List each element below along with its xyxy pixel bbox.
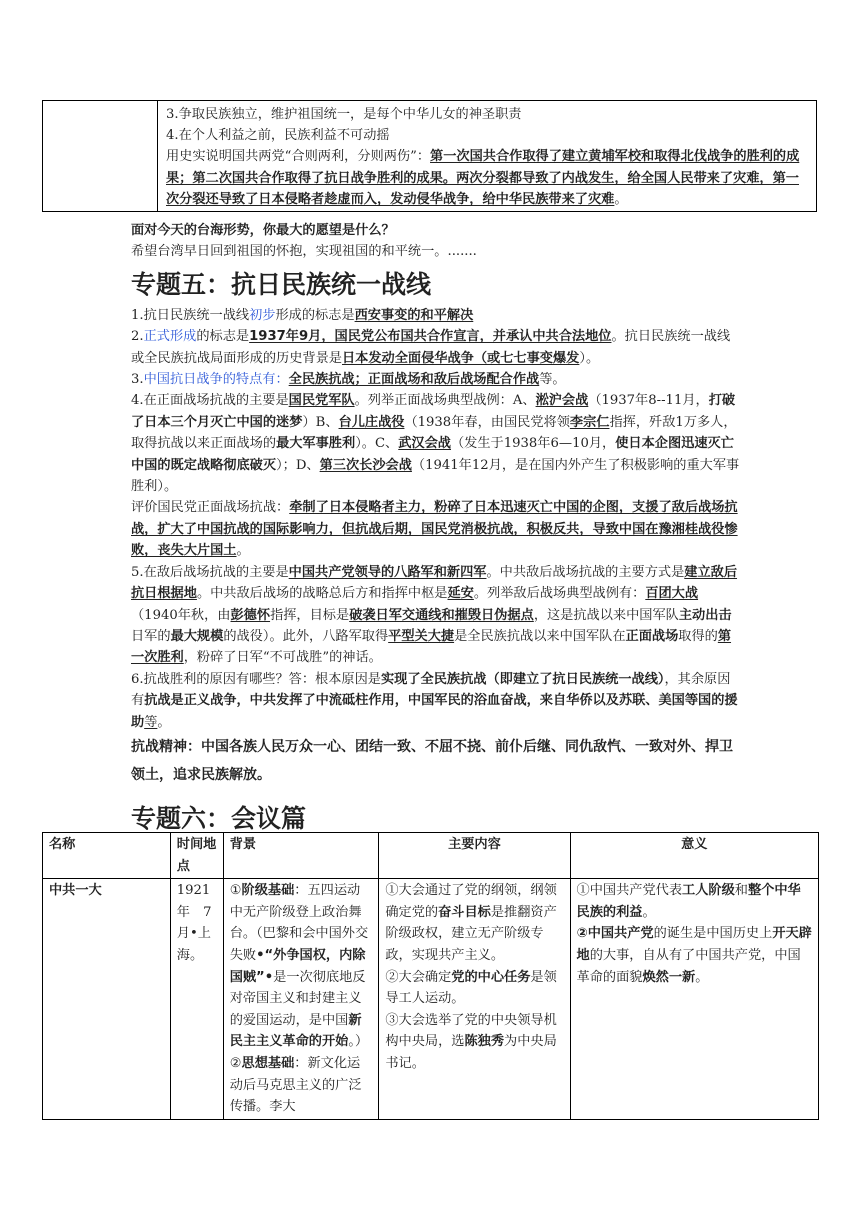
- q6: 6.抗战胜利的原因有哪些？答：根本原因是实现了全民族抗战（即建立了抗日民族统一战线），其余原因有抗战是正义战争，中共发挥了中流砥柱作用，中国军民的浴血奋战，来自华侨以及苏联、美国等国的援助等。: [131, 671, 738, 730]
- section6-title: 专题六：会议篇: [131, 803, 307, 833]
- taiwan-answer: 希望台湾早日回到祖国的怀抱，实现祖国的和平统一。.......: [131, 244, 477, 260]
- table-right-cell: [158, 101, 817, 212]
- meeting-content: ①大会通过了党的纲领，纲领确定党的奋斗目标是推翻资产阶级政权，建立无产阶级专政，实现共产主义。 ②大会确定党的中心任务是领导工人运动。 ③大会选举了党的中央领导机构中央局，选陈独秀为中央局书记。: [379, 879, 570, 1120]
- table-row: [43, 879, 819, 1120]
- q1: 1.抗日民族统一战线初步形成的标志是西安事变的和平解决: [131, 307, 474, 323]
- meeting-time-place: 1921年 7月•上海。: [170, 879, 223, 1120]
- header-background: 背景: [223, 833, 379, 879]
- q2: 2.正式形成的标志是1937年9月，国民党公布国共合作宣言，并承认中共合法地位。抗日民族统一战线或全民族抗战局面形成的历史背景是日本发动全面侵华战争（或七七事变爆发）。: [131, 329, 731, 366]
- resistance-spirit: 抗战精神：中国各族人民万众一心、团结一致、不屈不挠、前仆后继、同仇敌忾、一致对外、捍卫领土，追求民族解放。: [131, 738, 733, 783]
- header-meaning: 意义: [570, 833, 818, 879]
- table-left-cell: [43, 101, 158, 212]
- previous-topic-table: [42, 100, 817, 212]
- q3: 3.中国抗日战争的特点有：全民族抗战；正面战场和敌后战场配合作战等。: [131, 372, 566, 388]
- header-name: 名称: [43, 833, 171, 879]
- meeting-name: 中共一大: [43, 879, 171, 1120]
- evaluation: 评价国民党正面战场抗战：牵制了日本侵略者主力，粉碎了日本迅速灭亡中国的企图，支援了敌后战场抗战，扩大了中国抗战的国际影响力，但抗战后期，国民党消极抗战，积极反共，导致中国在豫湘桂战役惨败，丧失大片国土。: [131, 500, 738, 559]
- section5-title: 专题五：抗日民族统一战线: [131, 269, 432, 299]
- meeting-meaning: ①中国共产党代表工人阶级和整个中华民族的利益。 ②中国共产党的诞生是中国历史上开天辟地的大事，自从有了中国共产党，中国革命的面貌焕然一新。: [570, 879, 818, 1120]
- table-header-row: [43, 833, 819, 879]
- q4: 4.在正面战场抗战的主要是国民党军队。列举正面战场典型战例：A、淞沪会战（1937年8--11月，打破了日本三个月灭亡中国的迷梦）B、台儿庄战役（1938年春，由国民党将领李宗仁指挥，歼敌1万多人，取得抗战以来正面战场的最大军事胜利）。C、武汉会战（发生于1938年6—10月，使日本企图迅速灭亡中国的既定战略彻底破灭）；D、第三次长沙会战（1941年12月，是在国内外产生了积极影响的重大军事胜利）。: [131, 393, 740, 495]
- meetings-table: [42, 832, 819, 1120]
- taiwan-question: 面对今天的台海形势，你最大的愿望是什么？: [131, 223, 395, 238]
- header-time-place: 时间地点: [170, 833, 223, 879]
- q5: 5.在敌后战场抗战的主要是中国共产党领导的八路军和新四军。中共敌后战场抗战的主要方式是建立敌后抗日根据地。中共敌后战场的战略总后方和指挥中枢是延安。列举敌后战场典型战例有：百团大战（1940年秋，由彭德怀指挥，目标是破袭日军交通线和摧毁日伪据点，这是抗战以来中国军队主动出击日军的最大规模的战役）。此外，八路军取得平型关大捷是全民族抗战以来中国军队在正面战场取得的第一次胜利，粉碎了日军“不可战胜”的神话。: [131, 564, 738, 666]
- point-4: 4.在个人利益之前，民族利益不可动摇: [166, 128, 390, 144]
- meeting-background: ①阶级基础：五四运动中无产阶级登上政治舞台。（巴黎和会中国外交失败•“外争国权，内除国贼”•是一次彻底地反对帝国主义和封建主义的爱国运动，是中国新民主主义革命的开始。） ②思想基础：新文化运动后马克思主义的广泛传播。李大: [223, 879, 379, 1120]
- main-body: [131, 220, 743, 839]
- history-explanation: 用史实说明国共两党“合则两利，分则两伤”：第一次国共合作取得了建立黄埔军校和取得北伐战争的胜利的成果；第二次国共合作取得了抗日战争胜利的成果。两次分裂都导致了内战发生，给全国人民带来了灾难，第一次分裂还导致了日本侵略者趁虚而入，发动侵华战争，给中华民族带来了灾难。: [166, 149, 800, 207]
- point-3: 3.争取民族独立，维护祖国统一，是每个中华儿女的神圣职责: [166, 107, 522, 122]
- header-content: 主要内容: [379, 833, 570, 879]
